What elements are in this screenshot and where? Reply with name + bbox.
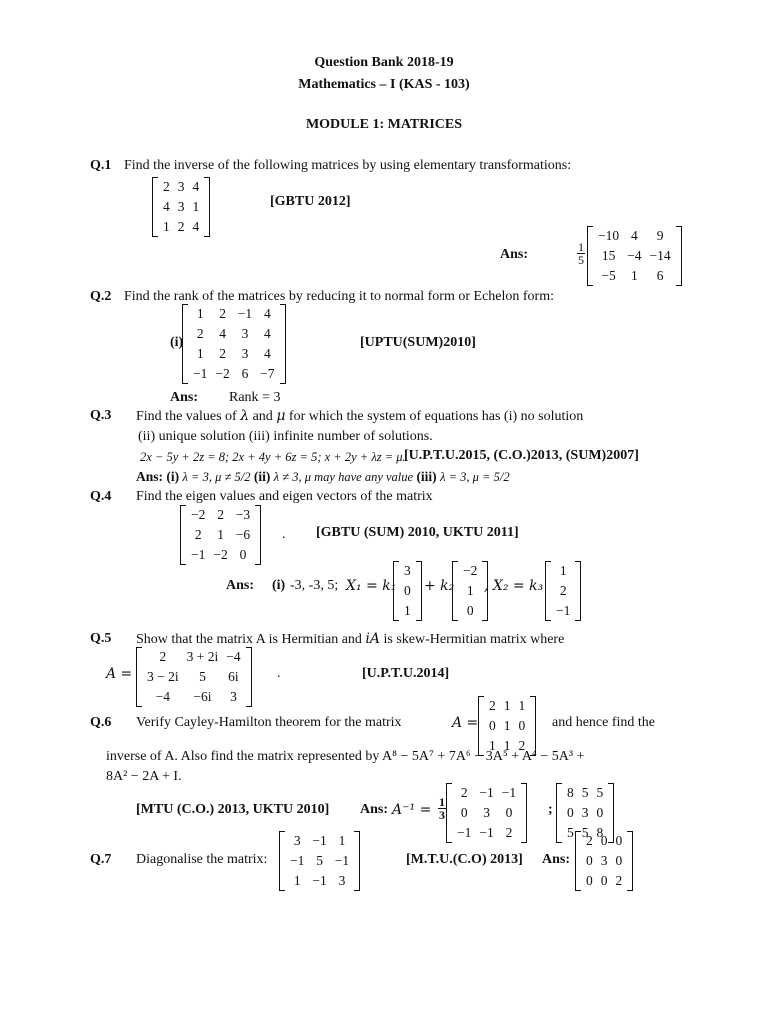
q4-dot: . (282, 527, 286, 542)
q6-ans-fraction: $\frac{1}{3}$ (439, 795, 445, 822)
matrix-cell: 1 (217, 527, 224, 542)
q2-tag: [UPTU(SUM)2010] (360, 335, 476, 350)
q2-ans-label: Ans: (170, 390, 199, 405)
matrix-cell: 4 (263, 326, 271, 341)
matrix-cell: −6 (235, 527, 251, 542)
matrix-cell: −1 (312, 833, 327, 848)
matrix-cell: 5 (596, 785, 604, 800)
q1-ans-matrix (587, 226, 682, 286)
q4-vec2 (452, 561, 488, 621)
matrix-cell: −1 (334, 853, 350, 868)
matrix-cell: −1 (312, 873, 327, 888)
matrix-cell: 2 (518, 738, 526, 753)
matrix-cell: −5 (601, 268, 616, 283)
matrix-cell: 9 (656, 228, 664, 243)
matrix-cell: 0 (460, 805, 468, 820)
q4-x2-lhs: , X₂ = k₃ (484, 578, 544, 594)
bracket-right (255, 505, 261, 565)
q7-number: Q.7 (90, 852, 112, 867)
matrix-cell: 6i (228, 669, 239, 684)
q1-ans-label: Ans: (500, 247, 529, 262)
matrix-cell: 2 (163, 179, 170, 194)
q7-ans-label: Ans: (542, 852, 571, 867)
q3-answer: Ans: (i) λ = 3, μ ≠ 5/2 (ii) λ ≠ 3, μ may have any value (iii) λ = 3, μ = 5/2 (136, 469, 510, 484)
bracket-left (587, 226, 593, 286)
matrix-cell: 2 (217, 507, 224, 522)
bracket-left (452, 561, 458, 621)
matrix-cell: 0 (596, 805, 604, 820)
bracket-right (521, 783, 527, 843)
matrix-cell: 3 − 2i (147, 669, 179, 684)
matrix-cell: 2 (194, 527, 202, 542)
matrix-cell: 1 (338, 833, 346, 848)
matrix-cell: 4 (263, 346, 271, 361)
doc-title: Question Bank 2018-19 (314, 55, 454, 70)
q4-number: Q.4 (90, 489, 112, 504)
matrix-cell: 4 (219, 326, 226, 341)
matrix-cell: 15 (601, 248, 616, 263)
matrix-cell: −2 (191, 507, 206, 522)
q6-ans-inverse-matrix (446, 783, 527, 843)
bracket-left (152, 177, 158, 237)
matrix-cell: 6 (656, 268, 664, 283)
matrix-cell: 0 (518, 718, 526, 733)
matrix-cell: 4 (263, 306, 271, 321)
matrix-cell: 3 + 2i (186, 649, 219, 664)
bracket-right (354, 831, 360, 891)
matrix-cell: 1 (503, 738, 511, 753)
q4-tag: [GBTU (SUM) 2010, UKTU 2011] (316, 525, 519, 540)
bracket-left (575, 831, 581, 891)
q6-line3: 8A² − 2A + I. (106, 769, 182, 784)
q6-number: Q.6 (90, 715, 112, 730)
q7-text: Diagonalise the matrix: (136, 852, 268, 867)
matrix-cell: 3 (177, 199, 185, 214)
matrix-cell: 0 (489, 718, 496, 733)
q4-vec1 (393, 561, 422, 621)
matrix-cell: −6i (193, 689, 212, 704)
bracket-right (575, 561, 581, 621)
q1-ans-fraction: $\frac{1}{5}$ (578, 240, 584, 267)
matrix-cell: −1 (556, 603, 571, 618)
bracket-left (180, 505, 186, 565)
matrix-cell: 0 (600, 833, 608, 848)
matrix-cell: 3 (241, 346, 249, 361)
matrix-cell: 1 (559, 563, 567, 578)
matrix-cell: 2 (489, 698, 496, 713)
matrix-cell: 0 (505, 805, 513, 820)
q6-ans-lhs: A⁻¹ = (392, 802, 432, 818)
matrix-cell: −2 (463, 563, 478, 578)
matrix-cell: −1 (193, 366, 208, 381)
q7-matrix (279, 831, 360, 891)
matrix-cell: −4 (226, 649, 241, 664)
q7-ans-matrix (575, 831, 633, 891)
matrix-cell: 1 (404, 603, 411, 618)
matrix-cell: 2 (159, 649, 167, 664)
q5-text: Show that the matrix A is Hermitian and iA is skew-Hermitian matrix where (136, 631, 565, 647)
matrix-cell: 4 (192, 219, 200, 234)
q3-number: Q.3 (90, 408, 112, 423)
matrix-cell: 1 (293, 873, 301, 888)
matrix-cell: −1 (237, 306, 253, 321)
matrix-cell: 0 (586, 873, 593, 888)
q4-x1-lhs: X₁ = k₁ (346, 578, 397, 594)
matrix-cell: 3 (600, 853, 608, 868)
q3-tag: [U.P.T.U.2015, (C.O.)2013, (SUM)2007] (404, 448, 639, 463)
matrix-cell: 0 (567, 805, 574, 820)
bracket-right (416, 561, 422, 621)
bracket-left (545, 561, 551, 621)
q7-tag: [M.T.U.(C.O) 2013] (406, 852, 523, 867)
matrix-cell: 4 (192, 179, 200, 194)
q3-line2: (ii) unique solution (iii) infinite number of solutions. (138, 429, 433, 444)
matrix-cell: 3 (293, 833, 301, 848)
matrix-cell: 2 (219, 306, 226, 321)
matrix-cell: −14 (649, 248, 671, 263)
q5-tag: [U.P.T.U.2014] (362, 666, 450, 681)
q6-text-a: Verify Cayley-Hamilton theorem for the matrix (136, 715, 402, 730)
matrix-cell: 1 (196, 306, 204, 321)
bracket-right (204, 177, 210, 237)
bracket-right (280, 304, 286, 384)
matrix-cell: −1 (479, 785, 494, 800)
course-title: Mathematics – I (KAS - 103) (298, 77, 470, 92)
q5-matrix (136, 647, 252, 707)
matrix-cell: 4 (163, 199, 170, 214)
q6-sep: ; (548, 802, 553, 817)
matrix-cell: 2 (196, 326, 204, 341)
matrix-cell: 3 (404, 563, 411, 578)
matrix-cell: 5 (581, 785, 589, 800)
q6-line2: inverse of A. Also find the matrix represented by A⁸ − 5A⁷ + 7A⁶ − 3A⁵ + A⁴ − 5A³ + (106, 749, 585, 764)
matrix-cell: −1 (457, 825, 472, 840)
matrix-cell: 2 (460, 785, 468, 800)
matrix-cell: 1 (630, 268, 638, 283)
matrix-cell: 1 (503, 718, 511, 733)
q4-ans-label: Ans: (226, 578, 255, 593)
matrix-cell: 3 (581, 805, 589, 820)
q6-lhs: A = (452, 715, 479, 731)
matrix-cell: −2 (213, 547, 228, 562)
matrix-cell: −4 (155, 689, 170, 704)
module-heading: MODULE 1: MATRICES (305, 117, 463, 132)
matrix-cell: 2 (559, 583, 567, 598)
bracket-left (478, 696, 484, 756)
q6-ans-label: Ans: (360, 802, 389, 817)
matrix-cell: 0 (615, 833, 623, 848)
matrix-cell: −1 (191, 547, 206, 562)
matrix-cell: 0 (404, 583, 411, 598)
matrix-cell: 1 (163, 219, 170, 234)
q2-text: Find the rank of the matrices by reducing it to normal form or Echelon form: (124, 289, 554, 304)
matrix-cell: 2 (615, 873, 623, 888)
matrix-cell: 2 (505, 825, 513, 840)
q4-eigenvalues: -3, -3, 5; (290, 578, 339, 593)
matrix-cell: 6 (241, 366, 249, 381)
matrix-cell: 0 (615, 853, 623, 868)
matrix-cell: 0 (239, 547, 247, 562)
matrix-cell: −1 (290, 853, 305, 868)
matrix-cell: 0 (600, 873, 608, 888)
matrix-cell: 2 (219, 346, 226, 361)
matrix-cell: 1 (192, 199, 200, 214)
matrix-cell: 5 (199, 669, 206, 684)
bracket-left (393, 561, 399, 621)
q1-number: Q.1 (90, 158, 112, 173)
matrix-cell: −7 (260, 366, 275, 381)
q4-vec3 (545, 561, 581, 621)
q6-tag: [MTU (C.O.) 2013, UKTU 2010] (136, 802, 330, 817)
q4-plus-k2: + k₂ (424, 578, 455, 594)
q2-part-label: (i) (170, 335, 184, 350)
matrix-cell: 5 (316, 853, 323, 868)
matrix-cell: 3 (177, 179, 185, 194)
bracket-left (556, 783, 562, 843)
q3-equations: 2x − 5y + 2z = 8; 2x + 4y + 6z = 5; x + 2y + λz = μ. (140, 450, 406, 464)
bracket-right (676, 226, 682, 286)
matrix-cell: −1 (501, 785, 517, 800)
q1-text: Find the inverse of the following matrices by using elementary transformations: (124, 158, 572, 173)
matrix-cell: −3 (235, 507, 251, 522)
matrix-cell: 4 (630, 228, 638, 243)
matrix-cell: −10 (598, 228, 620, 243)
matrix-cell: −1 (479, 825, 494, 840)
matrix-cell: 1 (196, 346, 204, 361)
q6-text-b: and hence find the (552, 715, 656, 730)
q5-dot: . (277, 666, 281, 681)
bracket-left (136, 647, 142, 707)
bracket-right (246, 647, 252, 707)
bracket-right (627, 831, 633, 891)
q4-ans-part: (i) (272, 578, 286, 593)
matrix-cell: 8 (596, 825, 604, 840)
matrix-cell: 3 (483, 805, 490, 820)
q5-lhs: A = (106, 666, 133, 682)
matrix-cell: 1 (503, 698, 511, 713)
q2-ans-value: Rank = 3 (229, 390, 281, 405)
matrix-cell: 3 (230, 689, 237, 704)
q1-tag: [GBTU 2012] (270, 194, 351, 209)
bracket-left (279, 831, 285, 891)
bracket-left (182, 304, 188, 384)
bracket-left (446, 783, 452, 843)
matrix-cell: 2 (177, 219, 185, 234)
matrix-cell: −4 (627, 248, 642, 263)
q3-line1: Find the values of λ and μ for which the system of equations has (i) no solution (136, 408, 584, 424)
q1-matrix (152, 177, 210, 237)
q2-matrix (182, 304, 286, 384)
q4-text: Find the eigen values and eigen vectors of the matrix (136, 489, 433, 504)
q5-number: Q.5 (90, 631, 112, 646)
bracket-right (530, 696, 536, 756)
matrix-cell: 1 (489, 738, 496, 753)
matrix-cell: 0 (586, 853, 593, 868)
matrix-cell: 5 (567, 825, 574, 840)
q6-matrix (478, 696, 536, 756)
matrix-cell: 0 (466, 603, 474, 618)
matrix-cell: 3 (338, 873, 346, 888)
matrix-cell: 1 (466, 583, 474, 598)
matrix-cell: 3 (241, 326, 249, 341)
matrix-cell: −2 (215, 366, 230, 381)
matrix-cell: 5 (581, 825, 589, 840)
matrix-cell: 2 (586, 833, 593, 848)
matrix-cell: 8 (567, 785, 574, 800)
q2-number: Q.2 (90, 289, 112, 304)
q4-matrix (180, 505, 261, 565)
matrix-cell: 1 (518, 698, 526, 713)
